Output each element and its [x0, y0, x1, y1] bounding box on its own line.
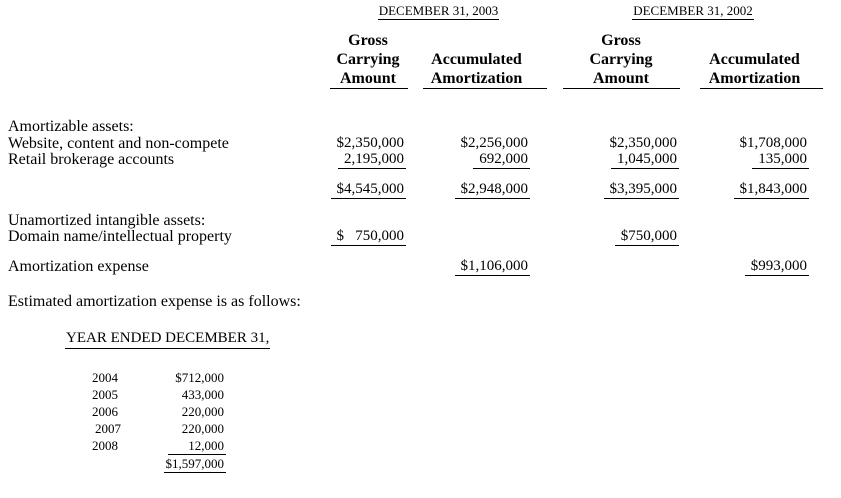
estimate-year: 2008	[92, 438, 118, 453]
estimate-amount: 220,000	[181, 404, 224, 419]
row-label: Amortization expense	[8, 258, 149, 275]
period-2003-cell	[330, 2, 547, 20]
col-header-line: Amortization	[430, 70, 523, 87]
col-header-line: Amount	[339, 70, 396, 87]
section-heading-row	[0, 119, 823, 135]
estimate-year: 2007	[95, 421, 121, 436]
col-header-gross-carrying-2002	[563, 31, 680, 89]
period-2002-heading: DECEMBER 31, 2002	[633, 3, 753, 18]
website-accum-2002: $1,708,000	[739, 135, 807, 151]
estimate-year: 2006	[92, 404, 118, 419]
section-heading-row	[0, 213, 823, 229]
period-header-row	[0, 2, 823, 20]
estimate-amount: 433,000	[181, 387, 224, 402]
table-row-website	[0, 136, 823, 152]
total-gross-2003: $4,545,000	[330, 182, 408, 199]
col-header-line: Gross	[601, 32, 641, 49]
col-header-line: Carrying	[589, 51, 653, 68]
estimate-year: 2005	[92, 387, 118, 402]
row-label: Domain name/intellectual property	[8, 228, 232, 245]
estimate-amount: 12,000	[140, 439, 226, 455]
col-header-line: Amortization	[708, 70, 801, 87]
col-header-line: Gross	[348, 32, 388, 49]
col-header-gross-carrying-2003	[330, 31, 408, 89]
website-gross-2003: $2,350,000	[336, 135, 404, 151]
estimate-year: 2004	[92, 370, 118, 385]
col-header-line: Amount	[592, 70, 649, 87]
section-heading-amortizable: Amortizable assets:	[8, 118, 134, 135]
table-row-retail	[0, 152, 823, 169]
col-header-line: Accumulated	[431, 51, 522, 68]
estimate-table-heading: YEAR ENDED DECEMBER 31,	[65, 331, 270, 349]
estimate-total: $1,597,000	[165, 456, 224, 471]
table-row-domain	[0, 229, 823, 246]
col-header-accumulated-2003	[423, 31, 547, 89]
row-label: Retail brokerage accounts	[8, 151, 175, 168]
estimate-intro-text: Estimated amortization expense is as follows:	[8, 293, 301, 310]
website-gross-2002: $2,350,000	[609, 135, 677, 151]
row-label: Website, content and non-compete	[8, 135, 229, 152]
retail-accum-2002: 135,000	[700, 152, 823, 169]
estimate-amount: $712,000	[175, 370, 224, 385]
amort-expense-2003: $1,106,000	[423, 259, 547, 276]
total-gross-2002: $3,395,000	[563, 182, 680, 199]
col-header-accumulated-2002	[700, 31, 823, 89]
col-header-line: Carrying	[336, 51, 400, 68]
total-accum-2002: $1,843,000	[700, 182, 823, 199]
amort-expense-2002: $993,000	[700, 259, 823, 276]
website-accum-2003: $2,256,000	[460, 135, 528, 151]
column-header-row	[0, 31, 823, 89]
period-2003-heading: DECEMBER 31, 2003	[378, 3, 499, 18]
retail-gross-2003: 2,195,000	[330, 152, 408, 169]
retail-gross-2002: 1,045,000	[563, 152, 680, 169]
table-row-amortization-expense	[0, 259, 823, 276]
period-2002-cell	[563, 2, 823, 20]
total-accum-2003: $2,948,000	[423, 182, 547, 199]
domain-gross-2002: $750,000	[563, 229, 680, 246]
section-heading-unamortized: Unamortized intangible assets:	[8, 212, 206, 229]
estimate-amount: 220,000	[181, 421, 224, 436]
col-header-line: Accumulated	[709, 51, 800, 68]
table-row-totals	[0, 182, 823, 199]
domain-gross-2003: $ 750,000	[330, 229, 408, 246]
retail-accum-2003: 692,000	[423, 152, 547, 169]
